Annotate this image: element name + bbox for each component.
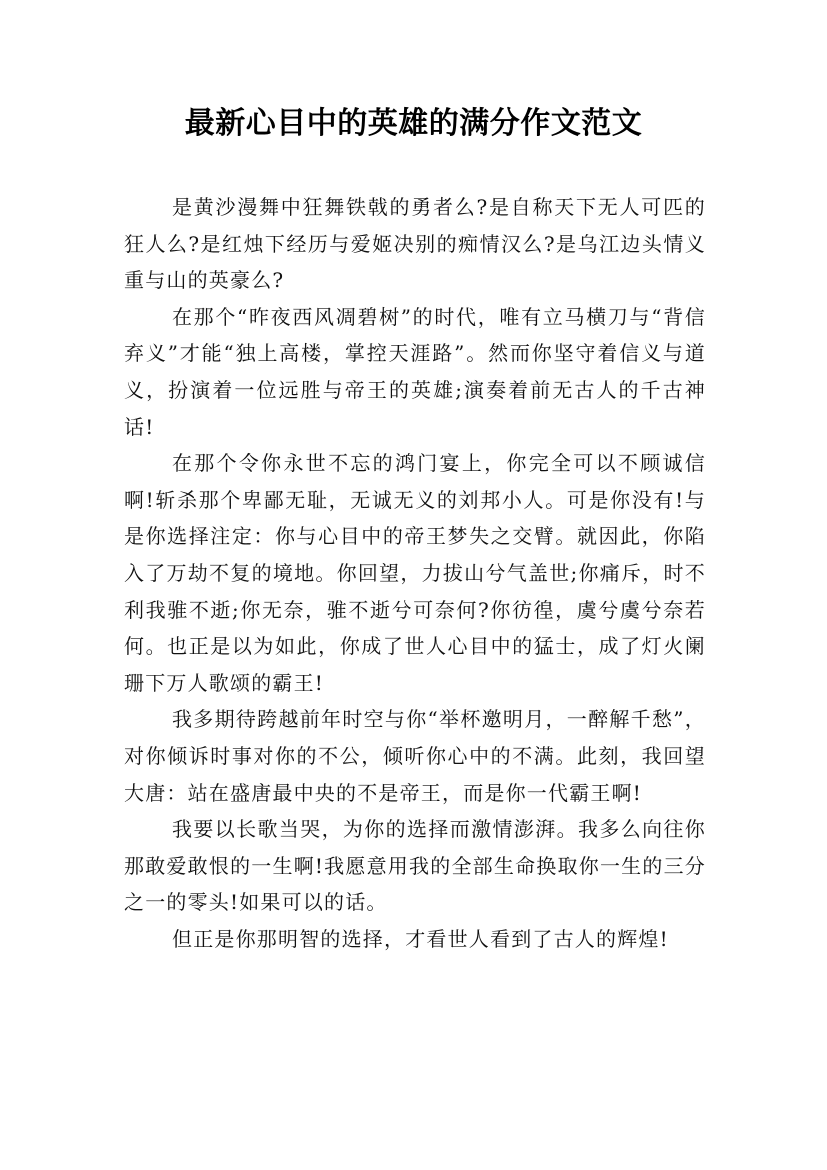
paragraph-5: 我要以长歌当哭，为你的选择而激情澎湃。我多么向往你那敢爱敢恨的一生啊!我愿意用我的全部生命换取你一生的三分之一的零头!如果可以的话。 xyxy=(124,817,706,915)
paragraph-6: 但正是你那明智的选择，才看世人看到了古人的辉煌! xyxy=(172,926,669,951)
paragraph-3: 在那个令你永世不忘的鸿门宴上，你完全可以不顾诚信啊!斩杀那个卑鄙无耻，无诚无义的刘邦小人。可是你没有!与是你选择注定：你与心目中的帝王梦失之交臂。就因此，你陷入了万劫不复的境地。你回望，力拔山兮气盖世;你痛斥，时不利我骓不逝;你无奈，骓不逝兮可奈何?你彷徨，虞兮虞兮奈若何。也正是以为如此，你成了世人心目中的猛士，成了灯火阑珊下万人歌颂的霸王! xyxy=(124,451,706,695)
paragraph-4: 我多期待跨越前年时空与你“举杯邀明月，一醉解千愁”，对你倾诉时事对你的不公，倾听你心中的不满。此刻，我回望大唐：站在盛唐最中央的不是帝王，而是你一代霸王啊! xyxy=(124,707,706,805)
document-body xyxy=(124,189,706,957)
paragraph-1: 是黄沙漫舞中狂舞铁戟的勇者么?是自称天下无人可匹的狂人么?是红烛下经历与爱姬决别的痴情汉么?是乌江边头情义重与山的英豪么? xyxy=(124,195,706,293)
paragraph-2: 在那个“昨夜西风凋碧树”的时代，唯有立马横刀与“背信弃义”才能“独上高楼，掌控天涯路”。然而你坚守着信义与道义，扮演着一位远胜与帝王的英雄;演奏着前无古人的千古神话! xyxy=(124,304,706,439)
document-title: 最新心目中的英雄的满分作文范文 xyxy=(184,106,643,141)
